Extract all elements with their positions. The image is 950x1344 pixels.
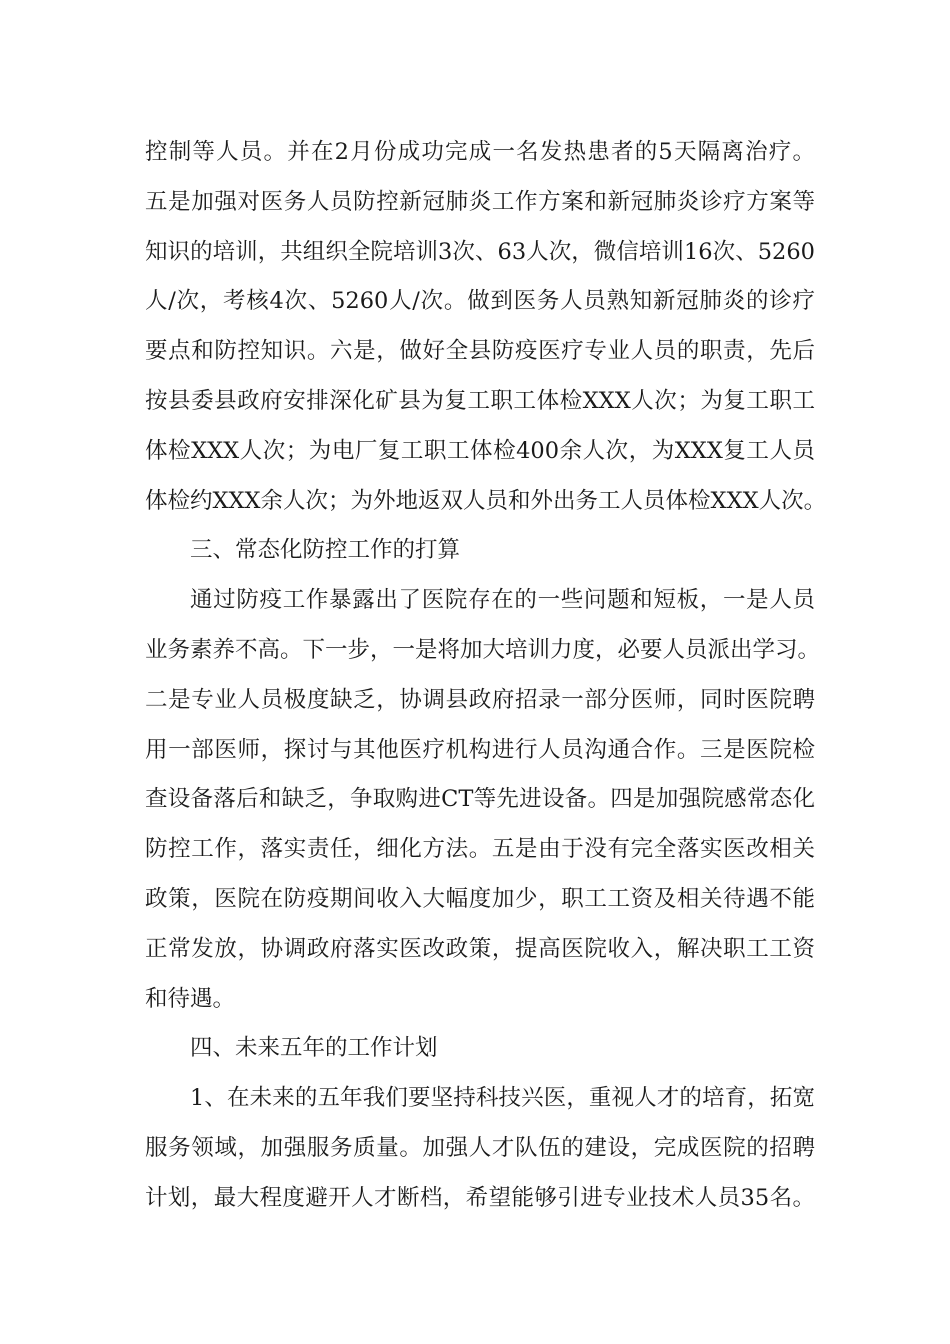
text-line: 体检约XXX余人次；为外地返双人员和外出务工人员体检XXX人次。 xyxy=(145,487,827,514)
body-text xyxy=(145,128,827,1224)
text-line: 五是加强对医务人员防控新冠肺炎工作方案和新冠肺炎诊疗方案等 xyxy=(145,188,815,215)
text-line: 要点和防控知识。六是，做好全县防疫医疗专业人员的职责，先后 xyxy=(145,338,815,365)
text-line: 按县委县政府安排深化矿县为复工职工体检XXX人次；为复工职工 xyxy=(145,387,815,414)
section-heading-3: 三、常态化防控工作的打算 xyxy=(190,537,461,564)
text-line: 政策，医院在防疫期间收入大幅度加少，职工工资及相关待遇不能 xyxy=(145,885,815,912)
text-line: 正常发放，协调政府落实医改政策，提高医院收入，解决职工工资 xyxy=(145,935,815,962)
text-line: 防控工作，落实责任，细化方法。五是由于没有完全落实医改相关 xyxy=(145,836,815,863)
text-line: 体检XXX人次；为电厂复工职工体检400余人次，为XXX复工人员 xyxy=(145,437,815,464)
text-line: 通过防疫工作暴露出了医院存在的一些问题和短板，一是人员 xyxy=(190,587,815,614)
text-line: 用一部医师，探讨与其他医疗机构进行人员沟通合作。三是医院检 xyxy=(145,736,815,763)
text-line: 计划，最大程度避开人才断档，希望能够引进专业技术人员35名。 xyxy=(145,1184,815,1211)
text-line: 1、在未来的五年我们要坚持科技兴医，重视人才的培育，拓宽 xyxy=(190,1085,815,1112)
section-heading-4: 四、未来五年的工作计划 xyxy=(190,1035,438,1062)
text-line: 知识的培训，共组织全院培训3次、63人次，微信培训16次、5260 xyxy=(145,238,815,265)
text-line: 和待遇。 xyxy=(145,985,236,1012)
text-line: 二是专业人员极度缺乏，协调县政府招录一部分医师，同时医院聘 xyxy=(145,686,815,713)
text-line: 查设备落后和缺乏，争取购进CT等先进设备。四是加强院感常态化 xyxy=(145,786,815,813)
text-line: 服务领域，加强服务质量。加强人才队伍的建设，完成医院的招聘 xyxy=(145,1134,815,1161)
text-line: 业务素养不高。下一步，一是将加大培训力度，必要人员派出学习。 xyxy=(145,636,821,663)
text-line: 控制等人员。并在2月份成功完成一名发热患者的5天隔离治疗。 xyxy=(145,139,815,165)
text-line: 人/次，考核4次、5260人/次。做到医务人员熟知新冠肺炎的诊疗 xyxy=(145,288,815,315)
